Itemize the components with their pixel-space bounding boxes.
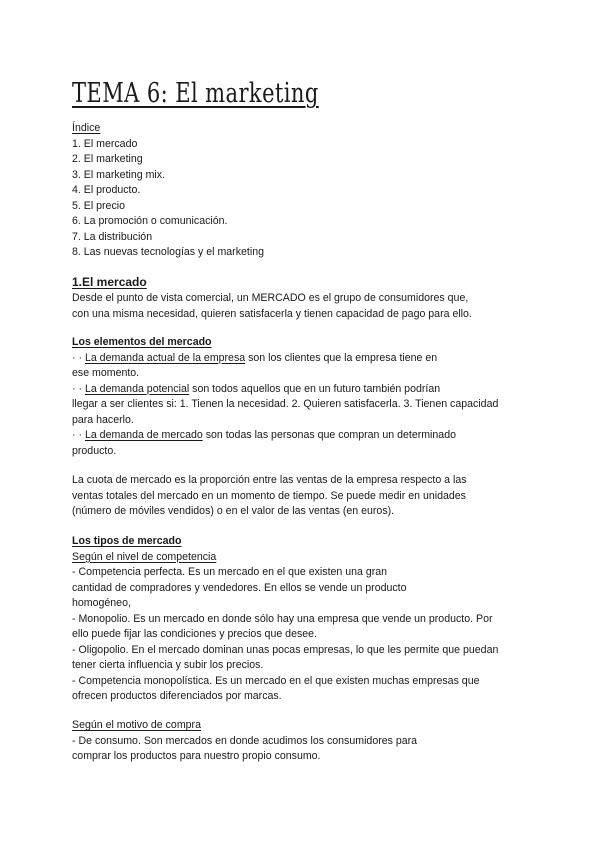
paragraph-line: Desde el punto de vista comercial, un MERCADO es el grupo de consumidores que, [72, 292, 469, 304]
index-item: 4. El producto. [72, 184, 141, 196]
subsection-heading: Los elementos del mercado [72, 336, 212, 348]
bullet: · · [72, 429, 82, 441]
paragraph-line: ofrecen productos diferenciados por marcas. [72, 690, 282, 702]
page-title: TEMA 6: El marketing [72, 78, 319, 109]
section-heading: 1.El mercado [72, 275, 147, 289]
index-item: 2. El marketing [72, 153, 143, 165]
paragraph-cuota [72, 473, 542, 520]
definition: son todos aquellos que en un futuro también podrían [189, 382, 441, 395]
subsection-heading: Los tipos de mercado [72, 535, 182, 547]
paragraph-line: ventas totales del mercado en un momento de tiempo. Se puede medir en unidades [72, 489, 466, 502]
term: La demanda potencial [84, 382, 190, 395]
term: La demanda actual de la empresa [84, 351, 246, 364]
section-mercado [72, 275, 542, 322]
paragraph-line: ese momento. [72, 367, 140, 379]
paragraph-line: ello puede fijar las condiciones y precios que desee. [72, 628, 317, 640]
paragraph-line: llegar a ser clientes si: 1. Tienen la necesidad. 2. Quieren satisfacerla. 3. Tienen capacidad [72, 398, 499, 410]
term: La demanda de mercado [84, 429, 203, 441]
definition: son todas las personas que compran un determinado [202, 429, 456, 441]
index-section [72, 121, 542, 261]
element-item-mercado [72, 428, 542, 444]
paragraph-line: comprar los productos para nuestro propio consumo. [72, 750, 321, 762]
paragraph-line: - Competencia monopolística. Es un mercado en el que existen muchas empresas que [72, 674, 480, 687]
section-elementos [72, 335, 542, 459]
paragraph-line: para hacerlo. [72, 413, 134, 426]
index-item: 5. El precio [72, 199, 125, 212]
bullet: · · [72, 351, 82, 364]
paragraph-line: - Competencia perfecta. Es un mercado en el que existen una gran [72, 566, 388, 578]
paragraph-line: con una misma necesidad, quieren satisfacerla y tienen capacidad de pago para ello. [72, 307, 472, 320]
subheading-motivo: Según el motivo de compra [72, 719, 201, 731]
index-item: 7. La distribución [72, 230, 153, 243]
paragraph-line: producto. [72, 444, 117, 457]
paragraph-line: - De consumo. Son mercados en donde acudimos los consumidores para [72, 734, 418, 747]
paragraph-line: - Monopolio. Es un mercado en donde sólo hay una empresa que vende un producto. Por [72, 612, 493, 625]
paragraph-line: tener cierta influencia y subir los precios. [72, 659, 264, 671]
paragraph-line: (número de móviles vendidos) o en el valor de las ventas (en euros). [72, 505, 395, 517]
section-motivo-compra [72, 718, 542, 765]
section-tipos [72, 534, 542, 705]
paragraph-line: homogéneo, [72, 597, 131, 609]
index-item: 6. La promoción o comunicación. [72, 215, 228, 227]
index-heading: Índice [72, 122, 101, 134]
paragraph-line: cantidad de compradores y vendedores. En ellos se vende un producto [72, 581, 407, 594]
element-item-actual [72, 351, 542, 367]
index-item: 1. El mercado [72, 137, 138, 150]
index-item: 8. Las nuevas tecnologías y el marketing [72, 246, 264, 258]
index-item: 3. El marketing mix. [72, 168, 166, 181]
subheading-competencia: Según el nivel de competencia [72, 550, 217, 563]
definition: son los clientes que la empresa tiene en [245, 351, 438, 364]
bullet: · · [72, 382, 82, 395]
element-item-potencial [72, 382, 542, 398]
paragraph-line: La cuota de mercado es la proporción entre las ventas de la empresa respecto a las [72, 474, 467, 486]
paragraph-line: - Oligopolio. En el mercado dominan unas pocas empresas, lo que les permite que puedan [72, 643, 499, 656]
